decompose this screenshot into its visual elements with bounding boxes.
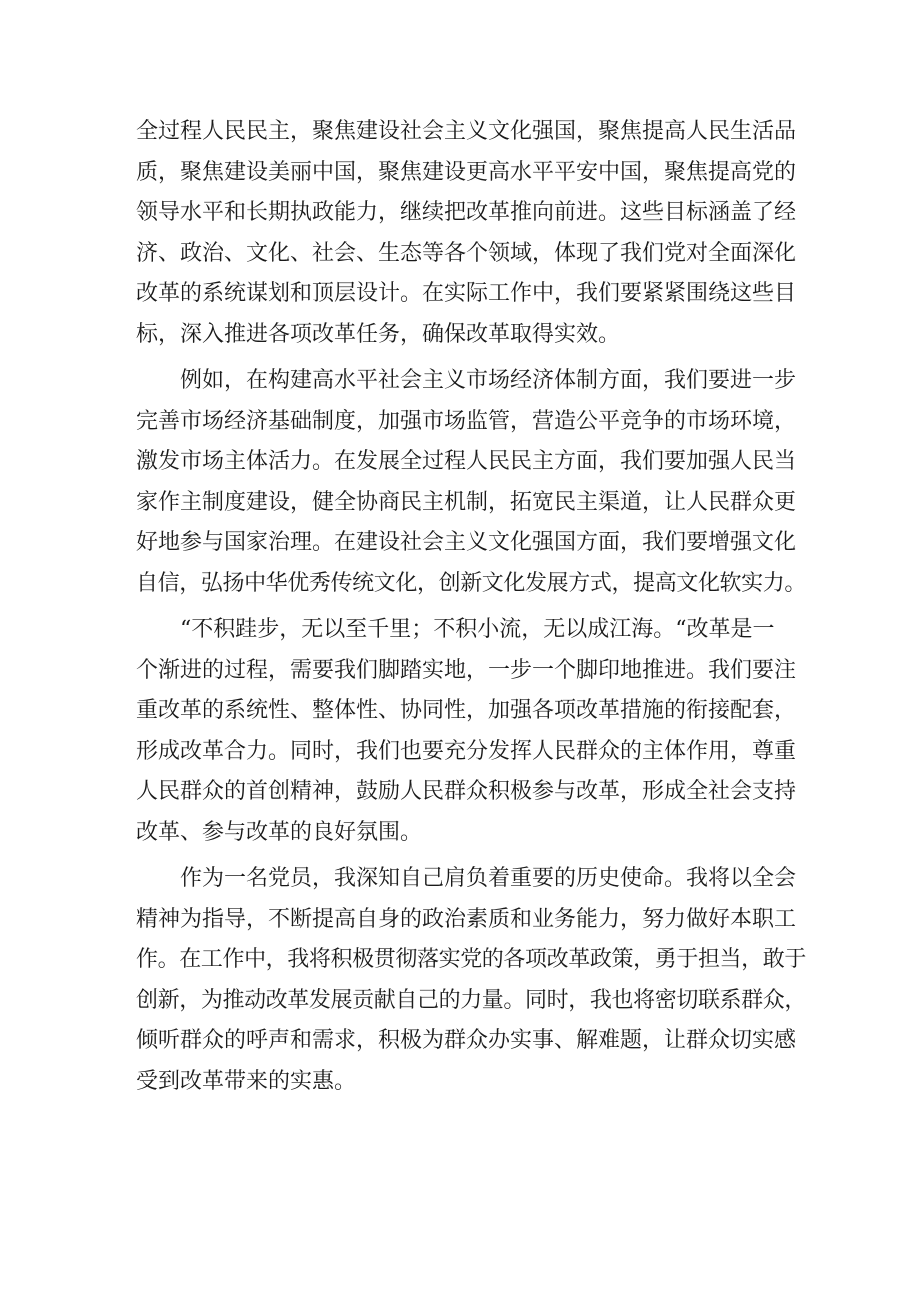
text-line: 人民群众的首创精神，鼓励人民群众积极参与改革，形成全社会支持 <box>136 779 797 804</box>
text-line: 受到改革带来的实惠。 <box>136 1068 357 1094</box>
document-body <box>136 112 806 1102</box>
text-line: 完善市场经济基础制度，加强市场监管，营造公平竞争的市场环境， <box>136 408 797 434</box>
text-line: 作。在工作中，我将积极贯彻落实党的各项改革政策，勇于担当，敢于 <box>136 947 807 972</box>
text-line: 个渐进的过程，需要我们脚踏实地，一步一个脚印地推进。我们要注 <box>136 657 797 683</box>
text-line: 作为一名党员，我深知自己肩负着重要的历史使命。我将以全会 <box>180 866 797 891</box>
text-line: 精神为指导，不断提高自身的政治素质和业务能力，努力做好本职工 <box>136 906 797 932</box>
text-line: 激发市场主体活力。在发展全过程人民民主方面，我们要加强人民当 <box>136 449 797 474</box>
text-line: 倾听群众的呼声和需求，积极为群众办实事、解难题，让群众切实感 <box>136 1028 797 1053</box>
text-line: 例如，在构建高水平社会主义市场经济体制方面，我们要进一步 <box>180 368 797 393</box>
text-line: 改革、参与改革的良好氛围。 <box>136 819 423 845</box>
text-line: 标，深入推进各项改革任务，确保改革取得实效。 <box>136 321 621 347</box>
text-line: “不积跬步，无以至千里；不积小流，无以成江海。“改革是一 <box>180 617 775 642</box>
text-line: 自信，弘扬中华优秀传统文化，创新文化发展方式，提高文化软实力。 <box>136 570 807 596</box>
text-line: 全过程人民民主，聚焦建设社会主义文化强国，聚焦提高人民生活品 <box>136 119 797 144</box>
text-line: 济、政治、文化、社会、生态等各个领域，体现了我们党对全面深化 <box>136 240 797 266</box>
text-line: 改革的系统谋划和顶层设计。在实际工作中，我们要紧紧围绕这些目 <box>136 281 797 306</box>
text-line: 家作主制度建设，健全协商民主机制，拓宽民主渠道，让人民群众更 <box>136 489 797 515</box>
text-line: 重改革的系统性、整体性、协同性，加强各项改革措施的衔接配套， <box>136 698 797 723</box>
text-line: 创新，为推动改革发展贡献自己的力量。同时，我也将密切联系群众， <box>136 987 807 1013</box>
text-line: 形成改革合力。同时，我们也要充分发挥人民群众的主体作用，尊重 <box>136 738 797 764</box>
text-line: 质，聚焦建设美丽中国，聚焦建设更高水平平安中国，聚焦提高党的 <box>136 159 797 185</box>
text-line: 领导水平和长期执政能力，继续把改革推向前进。这些目标涵盖了经 <box>136 200 797 225</box>
text-line: 好地参与国家治理。在建设社会主义文化强国方面，我们要增强文化 <box>136 530 797 555</box>
